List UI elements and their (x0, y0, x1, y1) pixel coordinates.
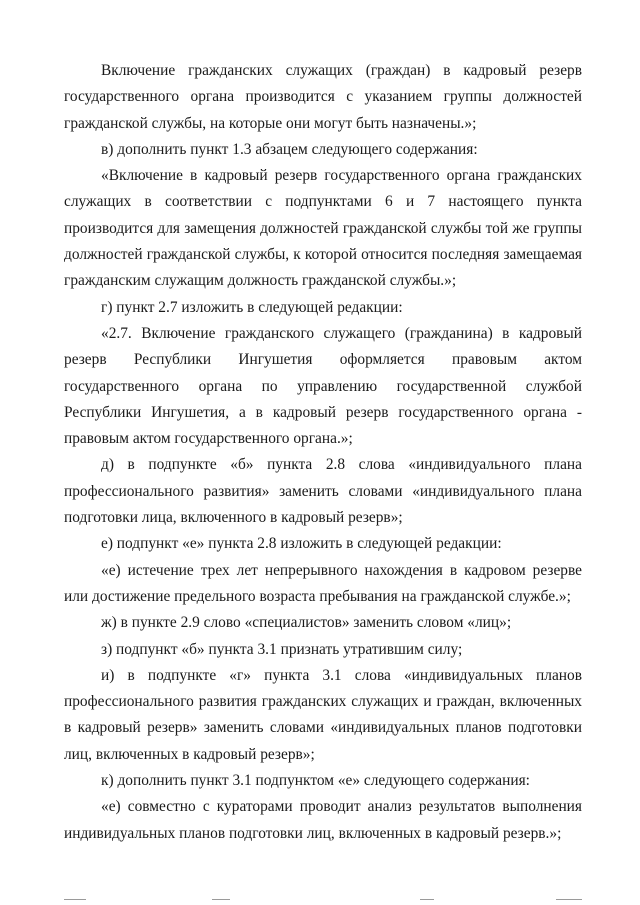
paragraph-8: «е) истечение трех лет непрерывного нахождения в кадровом резерве или достижение предельного возраста пребывания на гражданской службе.»; (64, 561, 582, 605)
document-body (64, 58, 582, 847)
paragraph-5: «2.7. Включение гражданского служащего (гражданина) в кадровый резерв Республики Ингушетия оформляется правовым актом государственного органа по управлению государственной службой Республики Ингушетия, а в кадровый резерв государственного органа - правовым актом государственного органа.»; (64, 324, 582, 448)
paragraph-1: Включение гражданских служащих (граждан) в кадровый резерв государственного органа производится с указанием группы должностей гражданской службы, на которые они могут быть назначены.»; (64, 62, 582, 132)
paragraph-12: к) дополнить пункт 3.1 подпунктом «е» следующего содержания: (101, 772, 530, 790)
scan-mark (420, 899, 434, 900)
scan-edge-marks (0, 893, 640, 905)
paragraph-6: д) в подпункте «б» пункта 2.8 слова «индивидуального плана профессионального развития» заменить словами «индивидуального плана подготовки лица, включенного в кадровый резерв»; (64, 456, 582, 527)
paragraph-13: «е) совместно с кураторами проводит анализ результатов выполнения индивидуальных планов подготовки лиц, включенных в кадровый резерв.»; (64, 798, 582, 842)
scan-mark (212, 899, 230, 900)
paragraph-3: «Включение в кадровый резерв государственного органа гражданских служащих в соответствии с подпунктами 6 и 7 настоящего пункта производится для замещения должностей гражданской службы той же группы должностей гражданской службы, к которой относится последняя замещаемая гражданским служащим должность гражданской службы.»; (64, 167, 582, 290)
paragraph-10: з) подпункт «б» пункта 3.1 признать утратившим силу; (101, 640, 463, 658)
paragraph-4: г) пункт 2.7 изложить в следующей редакции: (101, 298, 403, 316)
scan-mark (556, 899, 582, 900)
paragraph-2: в) дополнить пункт 1.3 абзацем следующего содержания: (101, 140, 478, 158)
paragraph-9: ж) в пункте 2.9 слово «специалистов» заменить словом «лиц»; (101, 614, 512, 632)
paragraph-11: и) в подпункте «г» пункта 3.1 слова «индивидуальных планов профессионального развития гражданских служащих и граждан, включенных в кадровый резерв» заменить словами «индивидуальных планов подготовки лиц, включенных в кадровый резерв»; (64, 666, 582, 763)
scan-mark (64, 899, 86, 900)
paragraph-7: е) подпункт «е» пункта 2.8 изложить в следующей редакции: (101, 535, 502, 553)
